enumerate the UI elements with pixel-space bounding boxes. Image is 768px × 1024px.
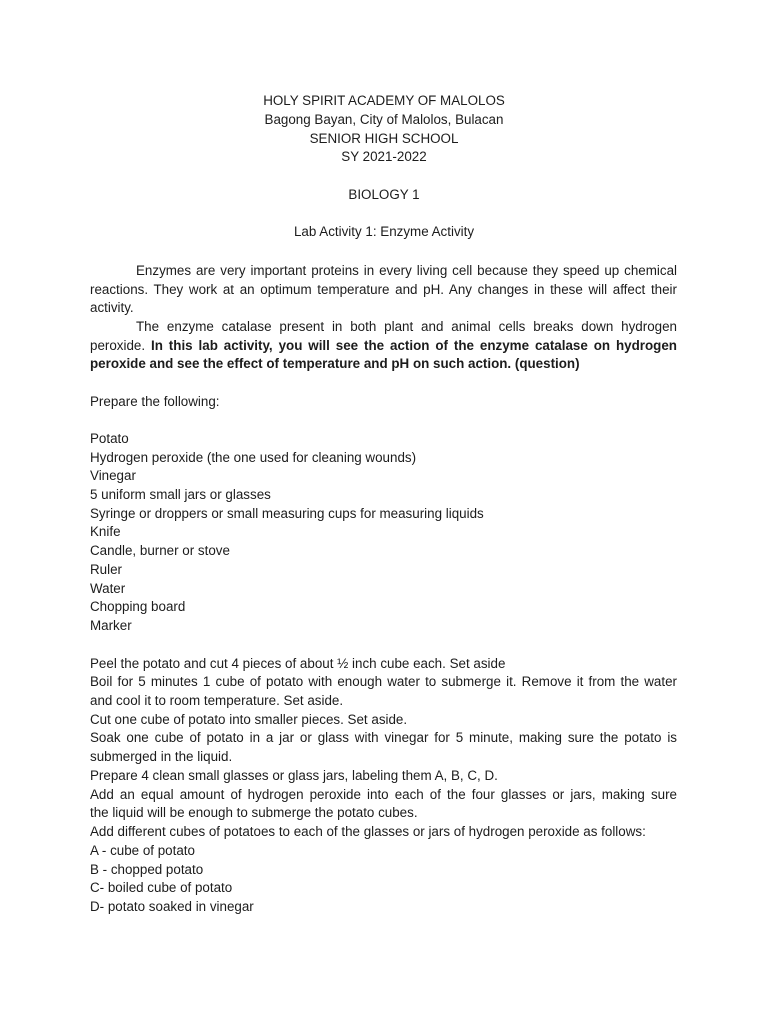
subject-title: BIOLOGY 1 [348, 187, 420, 202]
material-item: Candle, burner or stove [90, 543, 230, 558]
prepare-heading: Prepare the following: [90, 394, 220, 409]
setup-item: D- potato soaked in vinegar [90, 899, 254, 914]
material-item: Knife [90, 524, 121, 539]
procedure-step: Boil for 5 minutes 1 cube of potato with enough water to submerge it. Remove it from the water [90, 674, 677, 689]
procedure-step-continued: submerged in the liquid. [90, 749, 233, 764]
procedure-step: Soak one cube of potato in a jar or glass with vinegar for 5 minute, making sure the potato is [90, 730, 677, 745]
procedure-step-continued: the liquid will be enough to submerge the potato cubes. [90, 805, 418, 820]
procedure-step-continued: and cool it to room temperature. Set aside. [90, 693, 344, 708]
paragraph-line: Enzymes are very important proteins in every living cell because they speed up chemical [136, 263, 677, 278]
procedure-step: Prepare 4 clean small glasses or glass jars, labeling them A, B, C, D. [90, 768, 498, 783]
material-item: Vinegar [90, 468, 136, 483]
school-name: HOLY SPIRIT ACADEMY OF MALOLOS [263, 93, 505, 108]
material-item: Marker [90, 618, 132, 633]
setup-item: A - cube of potato [90, 843, 195, 858]
material-item: Ruler [90, 562, 122, 577]
intro-paragraph-1 [90, 262, 677, 318]
intro-paragraph-2 [90, 318, 677, 374]
material-item: Syringe or droppers or small measuring cups for measuring liquids [90, 506, 484, 521]
procedure-step: Peel the potato and cut 4 pieces of about ½ inch cube each. Set aside [90, 656, 506, 671]
material-item: Water [90, 581, 126, 596]
material-item: Potato [90, 431, 129, 446]
paragraph-line: The enzyme catalase present in both plant and animal cells breaks down hydrogen [136, 319, 677, 334]
procedure-step: Cut one cube of potato into smaller pieces. Set aside. [90, 712, 408, 727]
paragraph-line [90, 337, 677, 356]
setup-item: C- boiled cube of potato [90, 880, 233, 895]
objective-text: peroxide and see the effect of temperature and pH on such action. (question) [90, 356, 580, 371]
paragraph-text: peroxide. [90, 337, 151, 353]
material-item: 5 uniform small jars or glasses [90, 487, 271, 502]
procedure-step: Add an equal amount of hydrogen peroxide into each of the four glasses or jars, making sure [90, 787, 677, 802]
setup-item: B - chopped potato [90, 862, 204, 877]
school-address: Bagong Bayan, City of Malolos, Bulacan [264, 112, 504, 127]
paragraph-line: reactions. They work at an optimum temperature and pH. Any changes in these will affect their [90, 281, 677, 297]
paragraph-line: activity. [90, 300, 134, 315]
activity-title: Lab Activity 1: Enzyme Activity [293, 224, 475, 239]
school-year: SY 2021-2022 [341, 149, 427, 164]
objective-text: In this lab activity, you will see the action of the enzyme catalase on hydrogen [151, 337, 677, 353]
procedure-step: Add different cubes of potatoes to each of the glasses or jars of hydrogen peroxide as follows: [90, 824, 646, 839]
material-item: Chopping board [90, 599, 186, 614]
material-item: Hydrogen peroxide (the one used for cleaning wounds) [90, 450, 417, 465]
department: SENIOR HIGH SCHOOL [309, 131, 459, 146]
